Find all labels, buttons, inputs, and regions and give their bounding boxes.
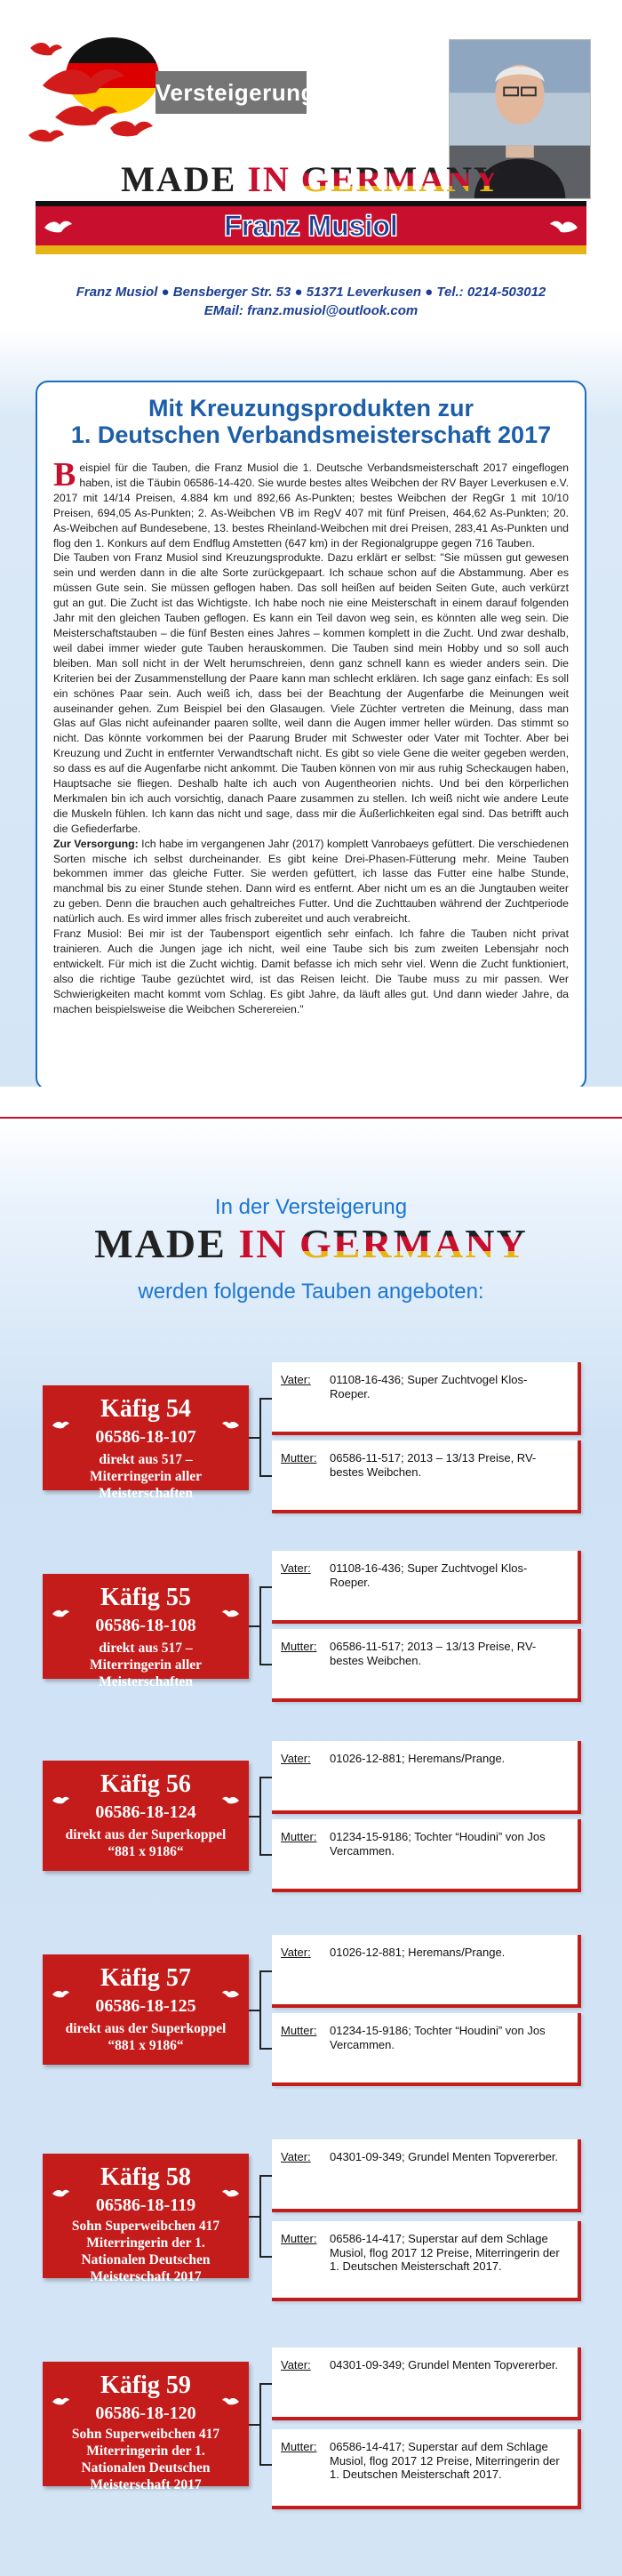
mother-label: Mutter: — [281, 2232, 317, 2245]
bracket-line — [259, 2175, 261, 2257]
bracket-line — [259, 1777, 272, 1778]
cage-title: Käfig 58 — [100, 2163, 191, 2191]
cage-title: Käfig 56 — [100, 1770, 191, 1798]
article-paragraph-text: Ich habe im vergangenen Jahr (2017) komplett Vanrobaeys gefüttert. Die verschiedenen Sorten mische ich selbst durcheinander. Es gibt keine Drei-Phasen-Fütterung mehr. Meine Tauben bekommen immer das gleiche Futter. Sie werden gefüttert, ich lasse das Futter eine halbe Stunde, manchmal bis zu einer Stunde stehen. Dann wird es entfernt. Aber nicht um es an die Jungtauben weiter zu geben. Denn die brauchen auch gehaltreiches Futter. Und die Zuchttauben während der Zuchtperiode natürlich auch. Es wird immer alles frisch zubereitet und auch verabreicht. — [53, 837, 569, 926]
made-word: MADE — [94, 1221, 227, 1266]
father-info: 01108-16-436; Super Zuchtvogel Klos-Roeper. — [330, 1373, 528, 1400]
cage-ring-number: 06586-18-108 — [95, 1616, 196, 1635]
auction-banner: Versteigerung — [156, 71, 307, 114]
dropcap: B — [53, 456, 76, 494]
mother-info: 01234-15-9186; Tochter “Houdini” von Jos Vercammen. — [330, 1830, 546, 1858]
in-word: IN — [238, 1221, 288, 1266]
paragraph-lead: Zur Versorgung: — [53, 837, 139, 850]
mother-info: 06586-14-417; Superstar auf dem Schlage Musiol, flog 2017 12 Preise, Miterringerin der 1. Deutschen Meisterschaft 2017. — [330, 2232, 560, 2273]
breeder-name: Franz Musiol — [224, 210, 398, 242]
bracket-line — [259, 1398, 261, 1476]
cage-group — [0, 2347, 622, 2543]
page-separator — [0, 1087, 622, 1117]
cage-group — [0, 1935, 622, 2131]
cage-description: direkt aus 517 – Miterringerin aller Meisterschaften — [89, 1452, 203, 1501]
bracket-line — [259, 1398, 272, 1400]
mother-info: 01234-15-9186; Tochter “Houdini” von Jos Vercammen. — [330, 2024, 546, 2051]
white-dove-icon — [43, 217, 75, 238]
bracket-line — [259, 1854, 272, 1856]
cage-ring-number: 06586-18-120 — [95, 2403, 196, 2423]
cage-group — [0, 1551, 622, 1746]
made-word: MADE — [121, 159, 237, 199]
father-info: 04301-09-349; Grundel Menten Topvererber. — [330, 2150, 559, 2163]
bracket-line — [259, 1970, 272, 1972]
cage-description: direkt aus der Superkoppel “881 x 9186“ — [65, 2021, 227, 2053]
mother-label: Mutter: — [281, 1830, 317, 1843]
white-dove-icon — [220, 1988, 240, 2001]
mother-box — [272, 2429, 581, 2509]
article-title-line2: 1. Deutschen Verbandsmeisterschaft 2017 — [70, 421, 552, 448]
article-paragraph — [53, 456, 569, 550]
white-dove-icon — [220, 2187, 240, 2200]
father-info: 01026-12-881; Heremans/Prange. — [330, 1752, 506, 1765]
mother-label: Mutter: — [281, 1451, 317, 1465]
contact-info — [0, 283, 622, 320]
white-dove-icon — [52, 1608, 71, 1620]
name-bar — [36, 206, 586, 245]
name-bar-gold-stripe — [36, 245, 586, 254]
cage-ring-number: 06586-18-125 — [95, 1996, 196, 2016]
cage-description: Sohn Superweibchen 417 Miterringerin der 1. Nationalen Deutschen Meisterschaft 2017 — [71, 2427, 220, 2492]
bracket-line — [259, 1970, 261, 2049]
in-word: IN — [247, 159, 291, 199]
auction-intro-sub: werden folgende Tauben angeboten: — [138, 1280, 484, 1304]
mother-label: Mutter: — [281, 2440, 317, 2453]
cage-description: Sohn Superweibchen 417 Miterringerin der 1. Nationalen Deutschen Meisterschaft 2017 — [71, 2219, 220, 2284]
cage-ring-number: 06586-18-124 — [95, 1802, 196, 1822]
contact-address: Franz Musiol ● Bensberger Str. 53 ● 51371 Leverkusen ● Tel.: 0214-503012 — [76, 285, 546, 300]
father-label: Vater: — [281, 1373, 311, 1386]
article-paragraph-text: eispiel für die Tauben, die Franz Musiol die 1. Deutsche Verbandsmeisterschaft 2017 eingeflogen haben, ist die Täubin 06586-14-420. Sie wurde bestes altes Weibchen der RV Bayer Leverkusen e.V. 2017 mit 14/14 Preisen, 4.884 km und 892,66 As-Punkten; bestes Weibchen der RegGr 1 mit 10/10 Preisen, 694,05 As-Punkten; 2. As-Weibchen VB im RegV 407 mit fünf Preisen, 464,62 As-Punkten; 20. As-Weibchen auf Bundesebene, 13. bestes Rheinland-Weibchen mit drei Preisen, 283,41 As-Punkten und flog den 1. Konkurs auf dem Endflug Amstetten (647 km) in der Regionalgruppe gegen 716 Tauben. — [53, 461, 569, 550]
bracket-line — [259, 1475, 272, 1477]
father-box — [272, 1551, 581, 1624]
white-dove-icon — [52, 2187, 71, 2200]
father-label: Vater: — [281, 1752, 311, 1765]
bracket-line — [259, 2383, 272, 2385]
bracket-line — [259, 2175, 272, 2177]
cage-ring-number: 06586-18-107 — [95, 1427, 196, 1447]
article-title — [53, 395, 569, 448]
cage-description: direkt aus der Superkoppel “881 x 9186“ — [65, 1827, 227, 1859]
white-dove-icon — [220, 1794, 240, 1807]
contact-email[interactable]: EMail: franz.musiol@outlook.com — [203, 303, 419, 318]
cage-box — [43, 2154, 249, 2284]
father-box — [272, 2347, 581, 2420]
father-info: 04301-09-349; Grundel Menten Topvererber. — [330, 2358, 559, 2371]
cage-description: direkt aus 517 – Miterringerin aller Meisterschaften — [89, 1641, 203, 1689]
father-box — [272, 1935, 581, 2008]
mother-box — [272, 2013, 581, 2086]
auction-intro: In der Versteigerung — [214, 1195, 408, 1219]
mother-label: Mutter: — [281, 1640, 317, 1653]
cage-group — [0, 2139, 622, 2335]
father-label: Vater: — [281, 1561, 311, 1575]
father-info: 01026-12-881; Heremans/Prange. — [330, 1946, 506, 1959]
white-dove-icon — [220, 1419, 240, 1432]
article-paragraph — [53, 837, 569, 927]
cage-title: Käfig 57 — [100, 1964, 191, 1992]
article-box — [36, 381, 586, 1090]
cage-ring-number: 06586-18-119 — [95, 2195, 196, 2215]
made-in-germany-heading — [71, 1220, 551, 1267]
cage-box — [43, 1574, 249, 1689]
father-box — [272, 1741, 581, 1814]
bracket-line — [259, 2048, 272, 2050]
white-dove-icon — [52, 2395, 71, 2408]
bracket-line — [259, 2464, 272, 2466]
mother-box — [272, 1819, 581, 1892]
mother-box — [272, 1440, 581, 1513]
cage-title: Käfig 55 — [100, 1584, 191, 1611]
mother-info: 06586-11-517; 2013 – 13/13 Preise, RV-bestes Weibchen. — [330, 1640, 537, 1667]
mother-info: 06586-11-517; 2013 – 13/13 Preise, RV-bestes Weibchen. — [330, 1451, 537, 1479]
white-dove-icon — [220, 1608, 240, 1620]
cage-box — [43, 1954, 249, 2065]
red-doves-icon — [25, 30, 167, 164]
cage-box — [43, 1761, 249, 1871]
bracket-line — [259, 1586, 261, 1665]
article-body — [53, 456, 569, 1017]
bracket-line — [259, 1664, 272, 1665]
cage-box — [43, 1385, 249, 1501]
father-info: 01108-16-436; Super Zuchtvogel Klos-Roeper. — [330, 1561, 528, 1589]
father-box — [272, 1362, 581, 1435]
father-label: Vater: — [281, 2358, 311, 2371]
cage-group — [0, 1741, 622, 1937]
white-dove-icon — [547, 217, 579, 238]
father-label: Vater: — [281, 1946, 311, 1959]
germany-word: GERMANY — [299, 1221, 528, 1266]
article-paragraph: Franz Musiol: Bei mir ist der Taubensport eigentlich sehr einfach. Ich fahre die Tauben nicht privat trainieren. Auch die Jungen jage ich nicht, weil eine Taube sich bis zum zweiten Lebensjahr noch entwickelt. Für mich ist die Zucht wichtig. Damit befasse ich mich sehr viel. Wenn die Zucht funktioniert, also die richtige Taube gezüchtet wird, ist das Reisen leicht. Die Taube muss zu mir passen. Wer Schwierigkeiten macht kommt vom Schlag. Es gibt Jahre, da läuft alles gut. Und dann wieder Jahre, da machen beispielsweise die Weibchen Scherereien." — [53, 927, 569, 1015]
bracket-line — [259, 1777, 261, 1855]
mother-info: 06586-14-417; Superstar auf dem Schlage Musiol, flog 2017 12 Preise, Miterringerin der 1. Deutschen Meisterschaft 2017. — [330, 2440, 560, 2481]
white-dove-icon — [52, 1794, 71, 1807]
article-title-line1: Mit Kreuzungsprodukten zur — [148, 395, 474, 421]
father-label: Vater: — [281, 2150, 311, 2163]
germany-word: GERMANY — [300, 159, 501, 199]
cage-box — [43, 2362, 249, 2492]
cage-title: Käfig 59 — [100, 2371, 191, 2399]
white-dove-icon — [220, 2395, 240, 2408]
article-paragraph: Die Tauben von Franz Musiol sind Kreuzungsprodukte. Dazu erklärt er selbst: "Sie müssen gut gewesen sein und werden dann in die alte Sorte zurückgepaart. Ich schaue schon auf die Abstammung. Aber es müssen Gute sein. Sie müssen geflogen haben. Das soll heißen auf beiden Seiten Gute, auch verkürzt gut an gut. Die Zucht ist das Wichtigste. Ich habe noch nie eine Meisterschaft in einem darauf folgenden Jahr mit den gleichen Tauben geflogen. Es kann ein Teil davon weg sein, es könnten alle weg sein. Die Meisterschaftstauben – die fünf Besten eines Jahres – kommen komplett in die Zucht. Und zwar deshalb, weil dabei immer wieder gute Tauben herauskommen. Die Tauben sind mein Hobby und so soll auch bleiben. Man soll nicht in der Welt herumschreien, denn ganz schnell kann es wieder anders sein. Die Kriterien bei der Zusammenstellung der Paare kann man schlecht erklären. Ich sage ganz einfach: Es soll ein schönes Paar sein. Auch weiß ich, dass bei der Beachtung der Augenfarbe die Meinungen weit auseinander gehen. Zum Beispiel bei den Glasaugen. Viele Züchter vertreten die Meinung, dass man Glas auf Glas nicht aufeinander paaren sollte, weil dann die Augen immer heller würden. Das stimmt so nicht. Das könnte vorkommen bei der Paarung Bruder mit Schwester oder Vater mit Tochter. Aber bei Kreuzung und Zucht in entfernter Verwandtschaft nicht. Es gibt so viele Gene die weiter gegeben werden, so dass es auf die Augenfarbe nicht ankommt. Die Tauben können von mir aus ruhig Scheckaugen haben, Hauptsache sie fliegen. Deshalb halte ich auch von Augentheorien nichts. Und bei den körperlichen Merkmalen bin ich auch vorsichtig, danach Paare zusammen zu stellen. Ich weiß nicht wie andere Leute die Muskeln fühlen. Ich kann das nicht und sage, dass mir die Äußerlichkeiten egal sind. Das betrifft auch die Gefiederfarbe. — [53, 551, 569, 835]
white-dove-icon — [52, 1419, 71, 1432]
made-in-germany-logo — [116, 158, 506, 200]
bracket-line — [259, 1586, 272, 1588]
bracket-line — [259, 2383, 261, 2465]
mother-box — [272, 1629, 581, 1702]
white-dove-icon — [52, 1988, 71, 2001]
father-box — [272, 2139, 581, 2212]
mother-label: Mutter: — [281, 2024, 317, 2037]
cage-title: Käfig 54 — [100, 1395, 191, 1423]
bracket-line — [259, 2256, 272, 2258]
mother-box — [272, 2221, 581, 2301]
cage-group — [0, 1362, 622, 1558]
